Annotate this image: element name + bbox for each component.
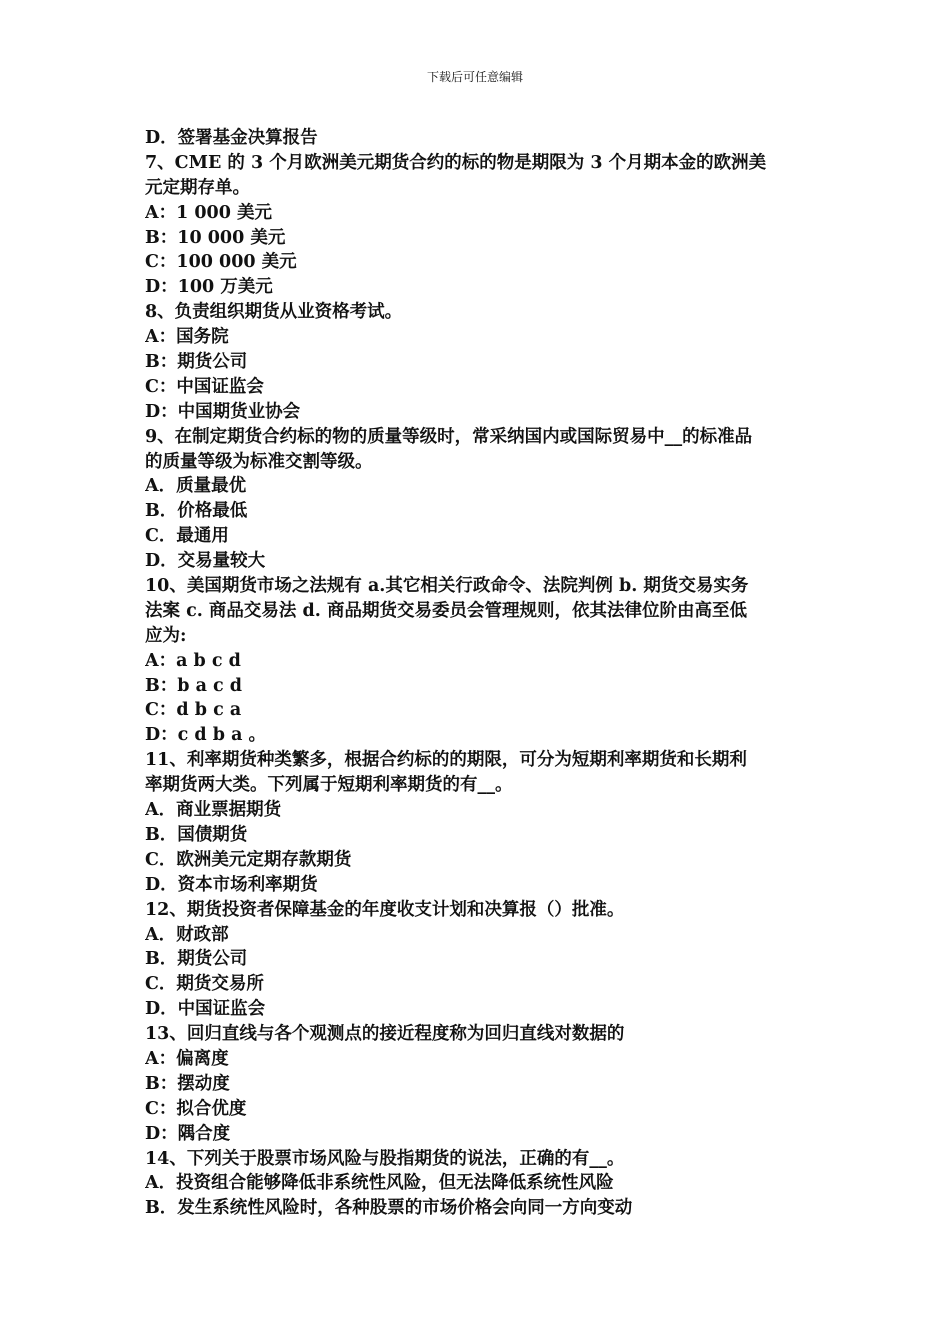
- text-line: 10、美国期货市场之法规有 a.其它相关行政命令、法院判例 b. 期货交易实务: [145, 576, 749, 597]
- text-line: 法案 c. 商品交易法 d. 商品期货交易委员会管理规则，依其法律位阶由高至低: [145, 600, 747, 621]
- text-line: 9、在制定期货合约标的物的质量等级时，常采纳国内或国际贸易中__的标准品: [145, 426, 753, 447]
- text-line: B：摆动度: [145, 1073, 230, 1094]
- text-line: 应为:: [145, 625, 187, 646]
- text-line: 14、下列关于股票市场风险与股指期货的说法，正确的有__。: [145, 1148, 625, 1169]
- text-line: B．发生系统性风险时，各种股票的市场价格会向同一方向变动: [145, 1198, 633, 1219]
- text-line: A：a b c d: [145, 650, 241, 671]
- text-line: A：偏离度: [145, 1048, 229, 1069]
- text-line: C：中国证监会: [145, 376, 264, 397]
- text-line: C．期货交易所: [145, 974, 264, 995]
- text-line: D．交易量较大: [145, 551, 266, 572]
- text-line: D：100 万美元: [145, 277, 273, 298]
- text-line: C：d b c a: [145, 700, 242, 721]
- text-line: A：国务院: [145, 327, 229, 348]
- text-line: B：b a c d: [145, 675, 243, 696]
- page-header: 下载后可任意编辑: [426, 70, 523, 84]
- text-line: 12、期货投资者保障基金的年度收支计划和决算报（）批准。: [145, 899, 625, 920]
- text-line: D．中国证监会: [145, 999, 266, 1020]
- text-line: D：隅合度: [145, 1123, 231, 1144]
- text-line: B．期货公司: [145, 949, 248, 970]
- text-line: 8、负责组织期货从业资格考试。: [145, 302, 403, 323]
- text-line: A．商业票据期货: [145, 800, 282, 821]
- text-line: 率期货两大类。下列属于短期利率期货的有__。: [145, 775, 513, 796]
- text-line: 的质量等级为标准交割等级。: [145, 451, 373, 472]
- text-line: B：10 000 美元: [145, 227, 286, 248]
- text-line: C．最通用: [145, 526, 229, 547]
- text-line: B：期货公司: [145, 352, 248, 373]
- text-line: D：中国期货业协会: [145, 401, 301, 422]
- text-line: C：拟合优度: [145, 1098, 247, 1119]
- text-line: 7、CME 的 3 个月欧洲美元期货合约的标的物是期限为 3 个月期本金的欧洲美: [145, 152, 767, 173]
- text-line: B．国债期货: [145, 824, 248, 845]
- text-line: D．签署基金决算报告: [145, 128, 318, 148]
- text-line: C：100 000 美元: [145, 252, 297, 273]
- text-line: 11、利率期货种类繁多，根据合约标的的期限，可分为短期利率期货和长期利: [145, 750, 747, 771]
- question-text: [145, 126, 810, 1221]
- text-line: A．财政部: [145, 924, 229, 945]
- text-line: A：1 000 美元: [145, 202, 272, 223]
- text-line: D．资本市场利率期货: [145, 874, 318, 895]
- text-line: 13、回归直线与各个观测点的接近程度称为回归直线对数据的: [145, 1024, 625, 1045]
- text-line: 元定期存单。: [145, 177, 250, 198]
- text-line: A．投资组合能够降低非系统性风险，但无法降低系统性风险: [145, 1173, 614, 1194]
- text-line: B．价格最低: [145, 501, 248, 522]
- text-line: C．欧洲美元定期存款期货: [145, 849, 352, 870]
- text-line: A．质量最优: [145, 476, 247, 497]
- text-line: D：c d b a 。: [145, 725, 267, 746]
